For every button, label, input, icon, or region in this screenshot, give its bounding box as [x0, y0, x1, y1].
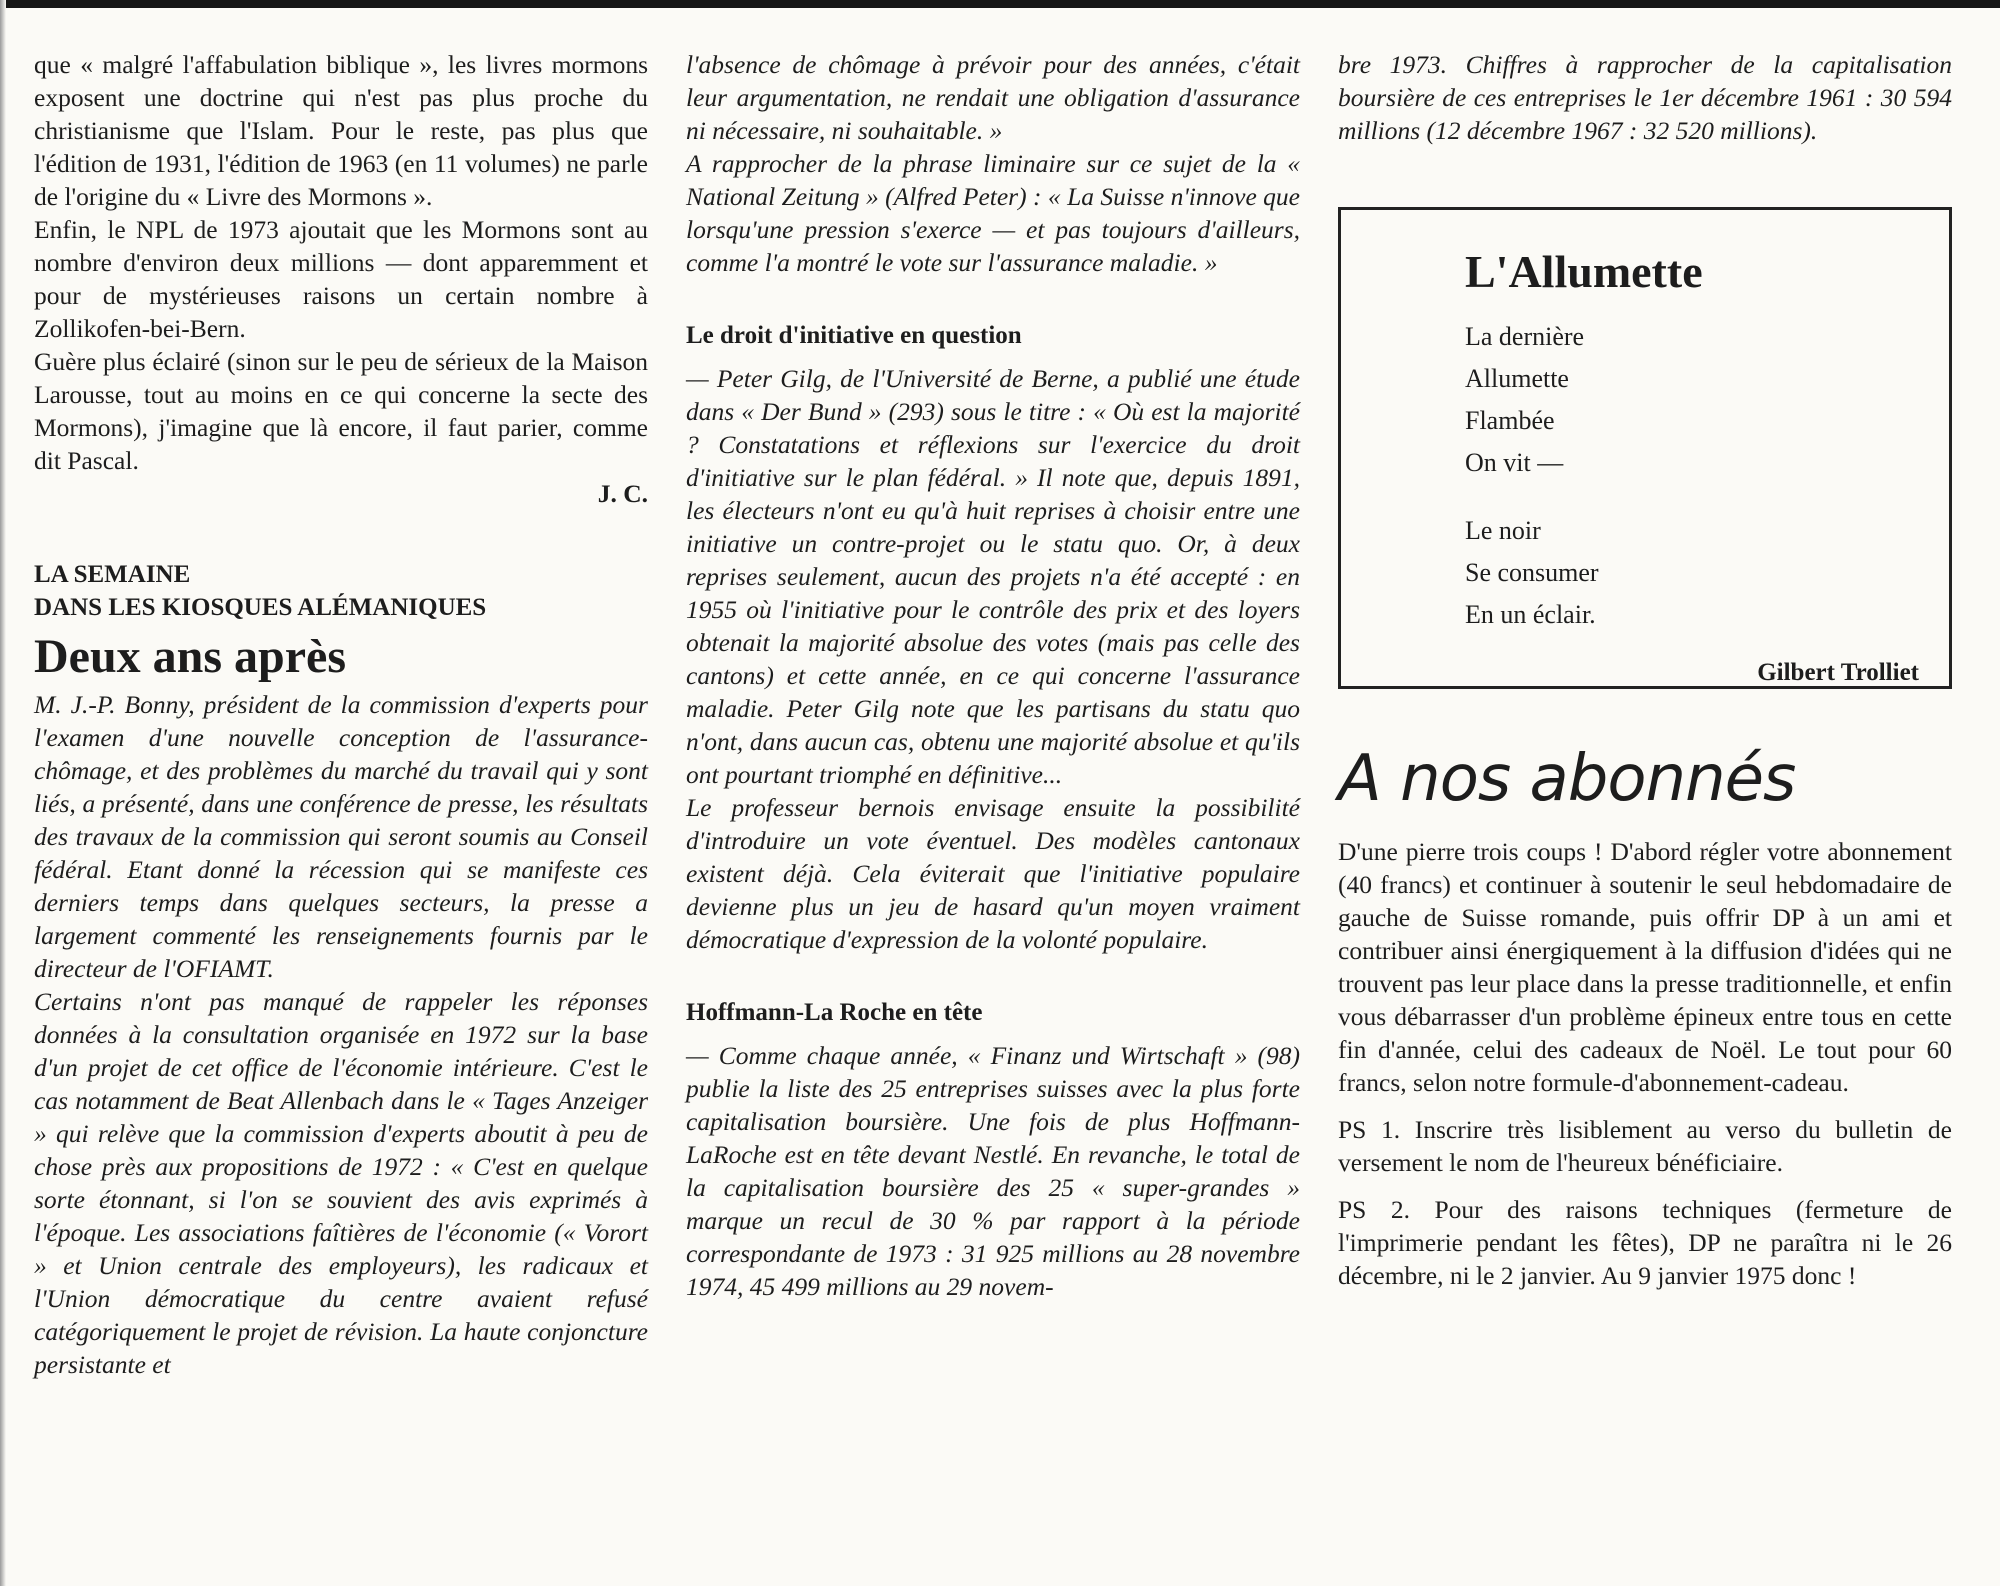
subheading: Hoffmann-La Roche en tête: [686, 999, 983, 1026]
poem-line: La dernière: [1465, 322, 1585, 351]
kicker-line: DANS LES KIOSQUES ALÉMANIQUES: [34, 594, 487, 621]
paragraph: l'absence de chômage à prévoir pour des années, c'était leur argumentation, ne rendait une obligation d'assurance ni nécessaire, ni souhaitable. »: [686, 50, 1300, 145]
column-3: [1338, 48, 1952, 1292]
poem-title: L'Allumette: [1465, 246, 1703, 297]
poem-line: Le noir: [1465, 516, 1541, 545]
page-top-rule: [0, 0, 2000, 8]
kicker-line: LA SEMAINE: [34, 561, 191, 588]
paragraph: Le professeur bernois envisage ensuite la possibilité d'introduire un vote éventuel. Des modèles cantonaux existent déjà. Cela éviterait que l'initiative populaire devienne plus un jeu de hasard qu'un moyen vraiment démocratique d'expression de la volonté populaire.: [686, 793, 1300, 954]
paragraph: bre 1973. Chiffres à rapprocher de la capitalisation boursière de ces entreprises le 1er décembre 1961 : 30 594 millions (12 décembre 1967 : 32 520 millions).: [1338, 50, 1952, 145]
postscript: PS 2. Pour des raisons techniques (fermeture de l'imprimerie pendant les fêtes), DP ne paraîtra ni le 26 décembre, ni le 2 janvier. Au 9 janvier 1975 donc !: [1338, 1195, 1952, 1290]
poem-line: On vit —: [1465, 448, 1564, 477]
paragraph: Enfin, le NPL de 1973 ajoutait que les Mormons sont au nombre d'environ deux millions — dont apparemment et pour de mystérieuses raisons un certain nombre à Zollikofen-bei-Bern.: [34, 215, 648, 343]
paragraph: que « malgré l'affabulation biblique », les livres mormons exposent une doctrine qui n'est pas plus proche du christianisme que l'Islam. Pour le reste, pas plus que l'édition de 1931, l'édition de 1963 (en 11 volumes) ne parle de l'origine du « Livre des Mormons ».: [34, 50, 648, 211]
article-headline: Deux ans après: [34, 630, 347, 683]
postscript: PS 1. Inscrire très lisiblement au verso du bulletin de versement le nom de l'heureux bénéficiaire.: [1338, 1115, 1952, 1177]
stanza-gap: [1465, 484, 1919, 510]
page-left-edge: [0, 0, 6, 1586]
paragraph: Guère plus éclairé (sinon sur le peu de sérieux de la Maison Larousse, tout au moins en ce qui concerne la secte des Mormons), j'imagine que là encore, il faut parier, comme dit Pascal.: [34, 347, 648, 475]
signature: J. C.: [597, 479, 648, 508]
paragraph: D'une pierre trois coups ! D'abord régler votre abonnement (40 francs) et continuer à soutenir le seul hebdomadaire de gauche de Suisse romande, puis offrir DP à un ami et contribuer ainsi énergiquement à la diffusion d'idées qui ne trouvent pas leur place dans la presse traditionnelle, et enfin vous débarrasser d'un problème épineux entre tous en cette fin d'année, celui des cadeaux de Noël. Le tout pour 60 francs, selon notre formule-d'abonnement-cadeau.: [1338, 837, 1952, 1097]
column-1: [34, 48, 648, 1381]
section-kicker: [34, 558, 648, 624]
poem-author: Gilbert Trolliet: [1757, 659, 1919, 686]
paragraph: — Peter Gilg, de l'Université de Berne, a publié une étude dans « Der Bund » (293) sous le titre : « Où est la majorité ? Constatations et réflexions sur l'exercice du droit d'initiative sur le plan fédéral. » Il note que, depuis 1891, les électeurs n'ont eu qu'à huit reprises à choisir entre une initiative un contre-projet ou le statu quo. Or, à deux reprises seulement, aucun des projets n'a été accepté : en 1955 où l'initiative pour le contrôle des prix et des loyers obtenait la majorité absolue des votes (mais pas celle des cantons) et cette année, en ce qui concerne l'assurance maladie. Peter Gilg note que les partisans du statu quo n'ont, dans aucun cas, obtenu une majorité absolue et qu'ils ont pourtant triomphé en définitive...: [686, 364, 1300, 789]
poem-line: Flambée: [1465, 406, 1555, 435]
paragraph: A rapprocher de la phrase liminaire sur ce sujet de la « National Zeitung » (Alfred Peter) : « La Suisse n'innove que lorsqu'une pression s'exerce — et pas toujours d'ailleurs, comme l'a montré le vote sur l'assurance maladie. »: [686, 149, 1300, 277]
column-2: [686, 48, 1300, 1303]
paragraph: — Comme chaque année, « Finanz und Wirtschaft » (98) publie la liste des 25 entreprises suisses avec la plus forte capitalisation boursière. Une fois de plus Hoffmann-LaRoche est en tête devant Nestlé. En revanche, le total de la capitalisation boursière des 25 « super-grandes » marque un recul de 30 % par rapport à la période correspondante de 1973 : 31 925 millions au 28 novembre 1974, 45 499 millions au 29 novem-: [686, 1041, 1300, 1301]
poem-line: Allumette: [1465, 364, 1569, 393]
paragraph: Certains n'ont pas manqué de rappeler les réponses données à la consultation organisée en 1972 sur la base d'un projet de cet office de l'économie intérieure. C'est le cas notamment de Beat Allenbach dans le « Tages Anzeiger » qui relève que la commission d'experts aboutit à peu de chose près aux propositions de 1972 : « C'est en quelque sorte étonnant, si l'on se souvient des avis exprimés à l'époque. Les associations faîtières de l'économie (« Vorort » et Union centrale des employeurs), les radicaux et l'Union démocratique du centre avaient refusé catégoriquement le projet de révision. La haute conjoncture persistante et: [34, 987, 648, 1379]
poem-line: Se consumer: [1465, 558, 1599, 587]
poem-line: En un éclair.: [1465, 600, 1596, 629]
poem-box: [1338, 207, 1952, 689]
paragraph: M. J.-P. Bonny, président de la commission d'experts pour l'examen d'une nouvelle conception de l'assurance-chômage, et des problèmes du marché du travail qui y sont liés, a présenté, dans une conférence de presse, les résultats des travaux de la commission qui seront soumis au Conseil fédéral. Etant donné la récession qui se manifeste ces derniers temps dans quelques secteurs, la presse a largement commenté les renseignements fournis par le directeur de l'OFIAMT.: [34, 690, 648, 983]
subscribers-headline: A nos abonnés: [1338, 742, 1796, 816]
subheading: Le droit d'initiative en question: [686, 322, 1022, 349]
